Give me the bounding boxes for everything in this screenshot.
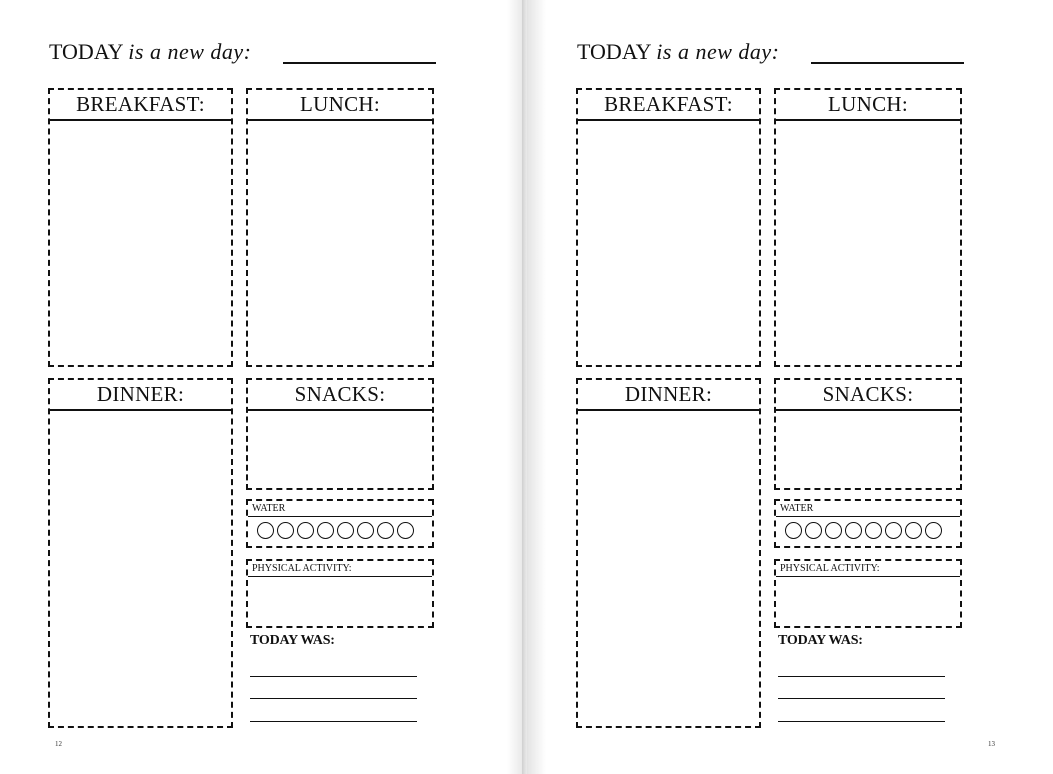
- dinner-box: [576, 378, 761, 728]
- left-page: [0, 0, 525, 774]
- water-circle: [925, 522, 942, 539]
- page-number: 13: [988, 740, 995, 748]
- date-line: [283, 62, 436, 64]
- page-title: [49, 39, 251, 65]
- water-circle: [277, 522, 294, 539]
- dinner-label: DINNER:: [50, 380, 231, 411]
- lunch-label: LUNCH:: [248, 90, 432, 121]
- water-circles: [248, 517, 432, 539]
- physical-activity-box: [774, 559, 962, 628]
- snacks-label: SNACKS:: [776, 380, 960, 411]
- snacks-box: [774, 378, 962, 490]
- water-circle: [397, 522, 414, 539]
- lunch-box: [774, 88, 962, 367]
- water-circle: [257, 522, 274, 539]
- page-number: 12: [55, 740, 62, 748]
- dinner-box: [48, 378, 233, 728]
- right-page: [528, 0, 1053, 774]
- physical-activity-label: PHYSICAL ACTIVITY:: [248, 561, 432, 577]
- water-circle: [337, 522, 354, 539]
- title-today: TODAY: [49, 39, 123, 64]
- water-circle: [825, 522, 842, 539]
- breakfast-box: [48, 88, 233, 367]
- today-was-line: [778, 676, 945, 677]
- water-circle: [865, 522, 882, 539]
- snacks-label: SNACKS:: [248, 380, 432, 411]
- today-was-line: [778, 721, 945, 722]
- lunch-box: [246, 88, 434, 367]
- title-subtitle: is a new day:: [128, 39, 252, 64]
- lunch-label: LUNCH:: [776, 90, 960, 121]
- date-line: [811, 62, 964, 64]
- water-circle: [845, 522, 862, 539]
- today-was-label: TODAY WAS:: [250, 633, 335, 648]
- today-was-line: [250, 676, 417, 677]
- water-circle: [785, 522, 802, 539]
- today-was-line: [778, 698, 945, 699]
- water-circle: [377, 522, 394, 539]
- water-circle: [357, 522, 374, 539]
- water-circles: [776, 517, 960, 539]
- water-circle: [805, 522, 822, 539]
- breakfast-label: BREAKFAST:: [50, 90, 231, 121]
- page-title: [577, 39, 779, 65]
- breakfast-box: [576, 88, 761, 367]
- water-box: [774, 499, 962, 548]
- water-circle: [885, 522, 902, 539]
- title-subtitle: is a new day:: [656, 39, 780, 64]
- breakfast-label: BREAKFAST:: [578, 90, 759, 121]
- water-label: WATER: [248, 501, 432, 517]
- water-circle: [905, 522, 922, 539]
- title-today: TODAY: [577, 39, 651, 64]
- water-circle: [317, 522, 334, 539]
- physical-activity-label: PHYSICAL ACTIVITY:: [776, 561, 960, 577]
- dinner-label: DINNER:: [578, 380, 759, 411]
- today-was-label: TODAY WAS:: [778, 633, 863, 648]
- physical-activity-box: [246, 559, 434, 628]
- water-label: WATER: [776, 501, 960, 517]
- water-circle: [297, 522, 314, 539]
- today-was-line: [250, 721, 417, 722]
- water-box: [246, 499, 434, 548]
- snacks-box: [246, 378, 434, 490]
- today-was-line: [250, 698, 417, 699]
